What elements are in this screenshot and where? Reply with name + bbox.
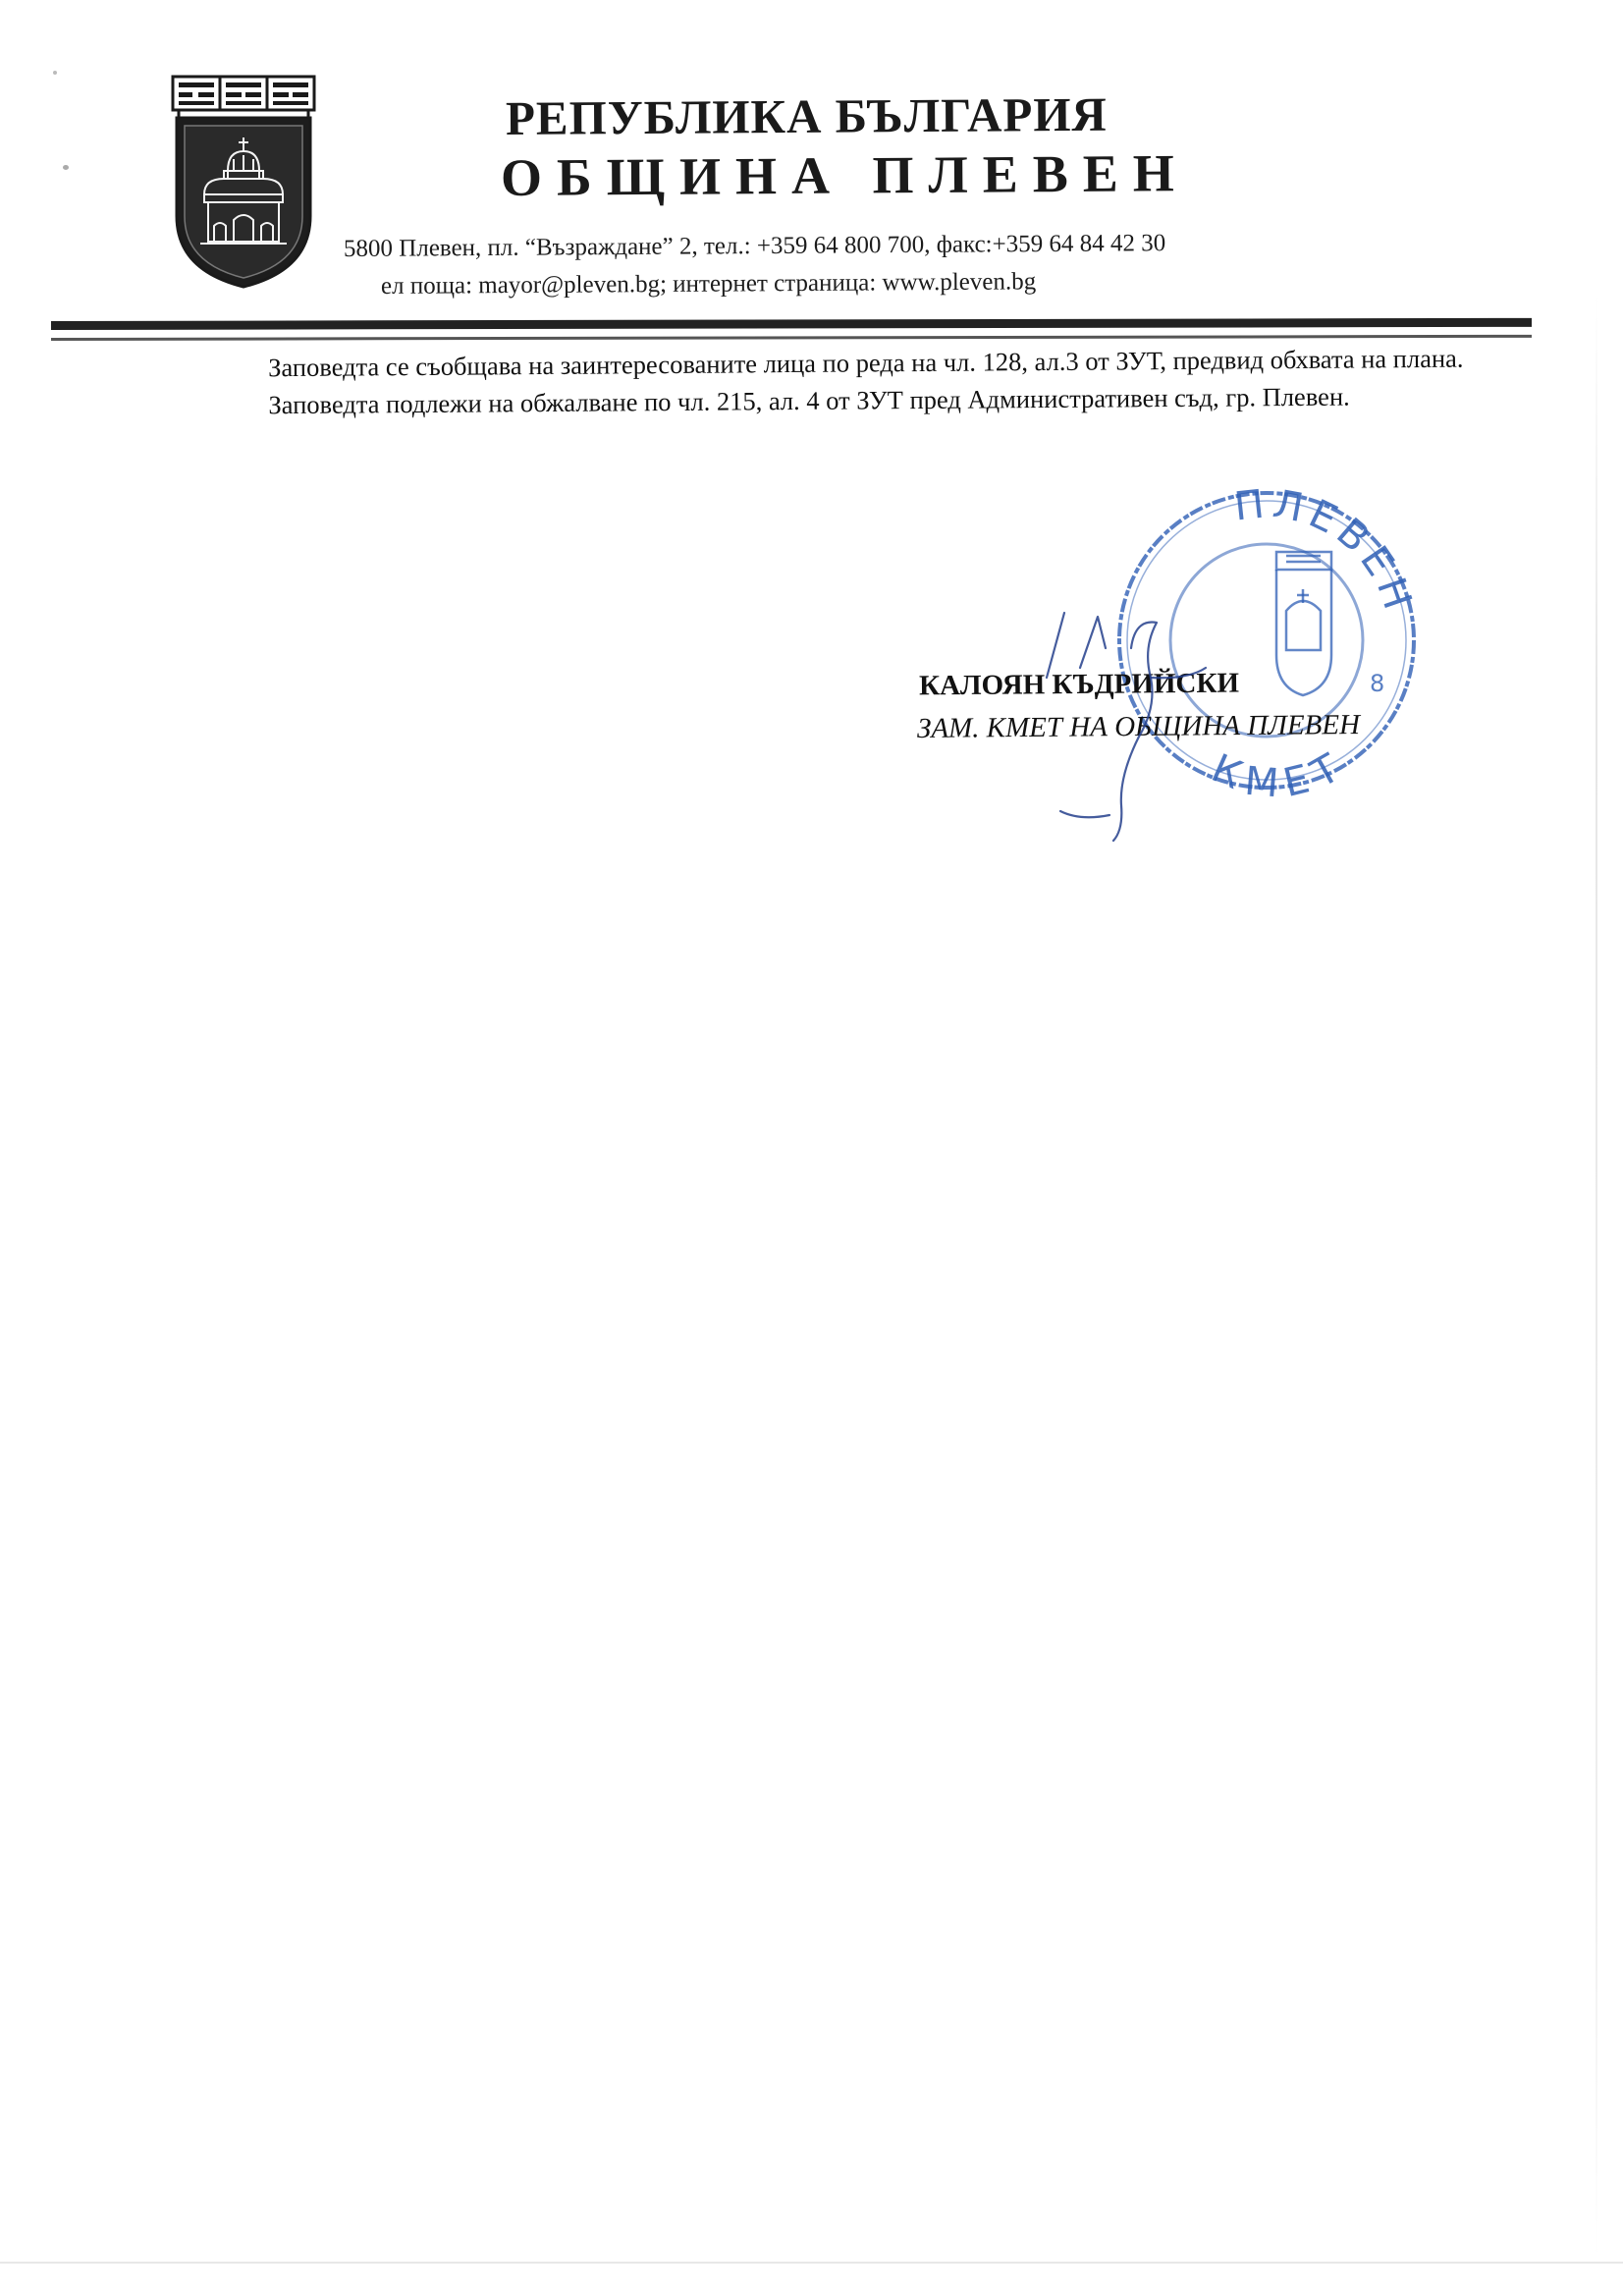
country-name: РЕПУБЛИКА БЪЛГАРИЯ (505, 86, 1109, 145)
official-stamp (1085, 454, 1438, 827)
svg-text:ПЛЕВЕН (1232, 481, 1422, 621)
document-body (171, 339, 1549, 424)
scan-dot (53, 71, 57, 75)
signatory-role: ЗАМ. КМЕТ НА ОБЩИНА ПЛЕВЕН (916, 709, 1361, 744)
header-rule-thick (51, 318, 1532, 330)
stamp-text-bottom: КМЕТ (1205, 740, 1356, 808)
municipality-name: ОБЩИНА ПЛЕВЕН (500, 143, 1190, 207)
paragraph-notification: Заповедта се съобщава на заинтересованите лица по реда на чл. 128, ал.3 от ЗУТ, предвид обхвата на плана. (268, 343, 1464, 383)
pleven-coat-of-arms-icon (169, 69, 318, 290)
svg-text:КМЕТ (1205, 741, 1356, 808)
page-edge-shadow (0, 2262, 1623, 2264)
signatory-name: КАЛОЯН КЪДРИЙСКИ (918, 667, 1240, 702)
scan-dot (63, 165, 69, 170)
stamp-number: 8 (1370, 670, 1385, 697)
page-edge-shadow (1596, 295, 1597, 2259)
paragraph-appeal: Заповедта подлежи на обжалване по чл. 215, ал. 4 от ЗУТ пред Административен съд, гр. Плевен. (268, 381, 1350, 420)
stamp-text-top: ПЛЕВЕН (1231, 480, 1423, 621)
contact-email-web: ел поща: mayor@pleven.bg; интернет страница: www.pleven.bg (380, 268, 1037, 300)
contact-address: 5800 Плевен, пл. “Възраждане” 2, тел.: +359 64 800 700, факс:+359 64 84 42 30 (343, 230, 1166, 262)
